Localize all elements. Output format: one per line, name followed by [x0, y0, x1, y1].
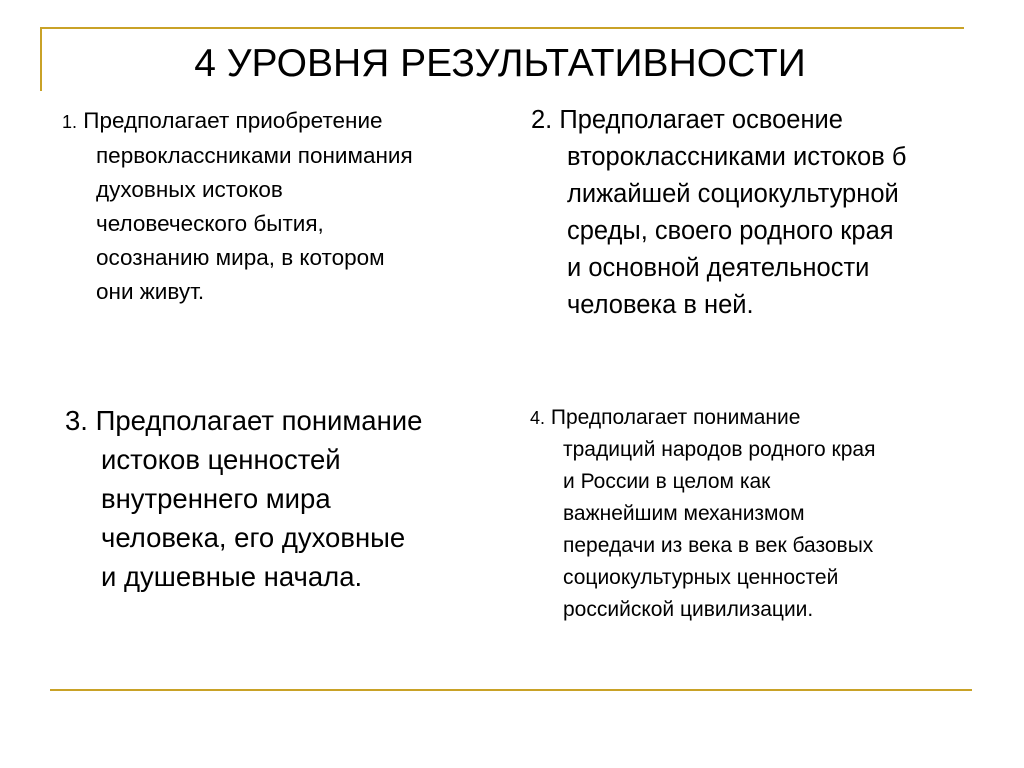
result-level-4 [530, 402, 875, 626]
result-level-3-line-2: истоков ценностей [101, 444, 341, 475]
result-level-1-line-4: человеческого бытия, [96, 211, 324, 236]
result-level-3 [65, 401, 422, 596]
top-decorative-rule [40, 27, 964, 29]
result-level-1-line-5: осознанию мира, в котором [96, 245, 385, 270]
result-level-3-line-1 [65, 401, 422, 440]
result-level-1-text-1: Предполагает приобретение [83, 108, 383, 133]
result-level-3-line-5: и душевные начала. [101, 561, 363, 592]
result-level-1-line-1 [62, 104, 413, 139]
result-level-4-line-7: российской цивилизации. [563, 598, 814, 621]
result-level-2-line-3: лижайшей социокультурной [567, 180, 899, 208]
result-level-1 [62, 104, 413, 309]
result-level-4-number: 4. [530, 408, 546, 428]
result-level-4-line-5: передачи из века в век базовых [563, 534, 874, 557]
result-level-2-line-5: и основной деятельности [567, 254, 870, 282]
result-level-2-line-6: человека в ней. [567, 291, 754, 319]
result-level-4-line-4: важнейшим механизмом [563, 502, 805, 525]
result-level-4-line-1 [530, 402, 875, 434]
result-level-2-text-1: Предполагает освоение [559, 106, 843, 134]
bottom-decorative-rule [50, 689, 972, 691]
result-level-1-line-6: они живут. [96, 279, 205, 304]
left-decorative-rule [40, 27, 42, 91]
result-level-1-number: 1. [62, 112, 78, 132]
result-level-2-number: 2. [531, 106, 553, 134]
result-level-1-line-3: духовных истоков [96, 177, 283, 202]
result-level-3-line-3: внутреннего мира [101, 483, 331, 514]
result-level-3-line-4: человека, его духовные [101, 522, 406, 553]
result-level-4-line-2: традиций народов родного края [563, 438, 876, 461]
result-level-4-text-1: Предполагает понимание [550, 406, 801, 429]
result-level-4-line-3: и России в целом как [563, 470, 771, 493]
result-level-2-line-1 [531, 102, 906, 139]
slide-title: 4 УРОВНЯ РЕЗУЛЬТАТИВНОСТИ [194, 42, 806, 85]
result-level-3-number: 3. [65, 405, 88, 436]
result-level-3-text-1: Предполагает понимание [95, 405, 423, 436]
result-level-2-line-4: среды, своего родного края [567, 217, 894, 245]
result-level-2-line-2: второклассниками истоков б [567, 143, 907, 171]
result-level-2 [531, 102, 906, 324]
result-level-1-line-2: первоклассниками понимания [96, 143, 413, 168]
result-level-4-line-6: социокультурных ценностей [563, 566, 839, 589]
